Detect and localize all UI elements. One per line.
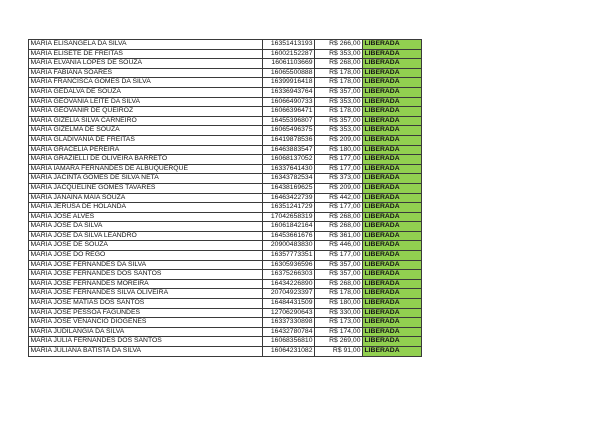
cell-value: R$ 266,00 bbox=[315, 40, 363, 50]
cell-status: LIBERADA bbox=[363, 232, 422, 242]
cell-value: R$ 177,00 bbox=[315, 251, 363, 261]
cell-name: MARIA JOSE MATIAS DOS SANTOS bbox=[29, 299, 263, 309]
cell-status: LIBERADA bbox=[363, 117, 422, 127]
cell-status: LIBERADA bbox=[363, 270, 422, 280]
cell-status: LIBERADA bbox=[363, 107, 422, 117]
cell-status: LIBERADA bbox=[363, 203, 422, 213]
table-row bbox=[29, 136, 422, 146]
cell-nis: 16305936596 bbox=[263, 261, 315, 271]
cell-status: LIBERADA bbox=[363, 78, 422, 88]
cell-name: MARIA JOSE FERNANDES DOS SANTOS bbox=[29, 270, 263, 280]
cell-value: R$ 357,00 bbox=[315, 270, 363, 280]
cell-nis: 16061842164 bbox=[263, 222, 315, 232]
cell-status: LIBERADA bbox=[363, 40, 422, 50]
cell-value: R$ 177,00 bbox=[315, 165, 363, 175]
table-row bbox=[29, 203, 422, 213]
cell-nis: 16065500888 bbox=[263, 69, 315, 79]
cell-status: LIBERADA bbox=[363, 251, 422, 261]
cell-nis: 16337641430 bbox=[263, 165, 315, 175]
table-row bbox=[29, 194, 422, 204]
table-row bbox=[29, 126, 422, 136]
cell-name: MARIA JOSE FERNANDES MOREIRA bbox=[29, 280, 263, 290]
cell-status: LIBERADA bbox=[363, 146, 422, 156]
cell-value: R$ 357,00 bbox=[315, 117, 363, 127]
cell-nis: 16375266303 bbox=[263, 270, 315, 280]
table-row bbox=[29, 174, 422, 184]
cell-nis: 16068137052 bbox=[263, 155, 315, 165]
cell-value: R$ 268,00 bbox=[315, 222, 363, 232]
cell-name: MARIA GRACELIA PEREIRA bbox=[29, 146, 263, 156]
cell-status: LIBERADA bbox=[363, 261, 422, 271]
cell-value: R$ 269,00 bbox=[315, 337, 363, 347]
cell-status: LIBERADA bbox=[363, 299, 422, 309]
cell-status: LIBERADA bbox=[363, 98, 422, 108]
cell-status: LIBERADA bbox=[363, 280, 422, 290]
table-row bbox=[29, 270, 422, 280]
cell-name: MARIA JOSE PESSOA FAGUNDES bbox=[29, 309, 263, 319]
cell-value: R$ 353,00 bbox=[315, 50, 363, 60]
cell-name: MARIA GLADIVANIA DE FREITAS bbox=[29, 136, 263, 146]
cell-nis: 16484431509 bbox=[263, 299, 315, 309]
cell-name: MARIA GIZELIA SILVA CARNEIRO bbox=[29, 117, 263, 127]
cell-name: MARIA IAMARA FERNANDES DE ALBUQUERQUE bbox=[29, 165, 263, 175]
table-row bbox=[29, 347, 422, 357]
cell-status: LIBERADA bbox=[363, 318, 422, 328]
cell-nis: 20900483830 bbox=[263, 241, 315, 251]
cell-value: R$ 442,00 bbox=[315, 194, 363, 204]
cell-nis: 16064231082 bbox=[263, 347, 315, 357]
table-row bbox=[29, 328, 422, 338]
cell-status: LIBERADA bbox=[363, 59, 422, 69]
cell-value: R$ 173,00 bbox=[315, 318, 363, 328]
table-row bbox=[29, 280, 422, 290]
cell-value: R$ 357,00 bbox=[315, 261, 363, 271]
cell-name: MARIA ELVANIA LOPES DE SOUZA bbox=[29, 59, 263, 69]
cell-value: R$ 177,00 bbox=[315, 203, 363, 213]
cell-status: LIBERADA bbox=[363, 184, 422, 194]
cell-nis: 16357773351 bbox=[263, 251, 315, 261]
table-row bbox=[29, 261, 422, 271]
table-row bbox=[29, 299, 422, 309]
cell-name: MARIA JOSE DA SILVA bbox=[29, 222, 263, 232]
cell-name: MARIA JULIANA BATISTA DA SILVA bbox=[29, 347, 263, 357]
table-row bbox=[29, 165, 422, 175]
table-row bbox=[29, 50, 422, 60]
cell-name: MARIA JOSE VENANCIO DIOGENES bbox=[29, 318, 263, 328]
cell-name: MARIA JOSE DO REGO bbox=[29, 251, 263, 261]
cell-name: MARIA JOSE ALVES bbox=[29, 213, 263, 223]
cell-nis: 12706290643 bbox=[263, 309, 315, 319]
cell-name: MARIA GIZELMA DE SOUZA bbox=[29, 126, 263, 136]
table-row bbox=[29, 222, 422, 232]
cell-nis: 16337330898 bbox=[263, 318, 315, 328]
cell-status: LIBERADA bbox=[363, 165, 422, 175]
table-row bbox=[29, 289, 422, 299]
cell-nis: 16419878536 bbox=[263, 136, 315, 146]
cell-name: MARIA JULIA FERNANDES DOS SANTOS bbox=[29, 337, 263, 347]
cell-value: R$ 353,00 bbox=[315, 126, 363, 136]
cell-nis: 16066490733 bbox=[263, 98, 315, 108]
table-row bbox=[29, 251, 422, 261]
table-row bbox=[29, 241, 422, 251]
cell-value: R$ 357,00 bbox=[315, 88, 363, 98]
cell-name: MARIA JOSE FERNANDES DA SILVA bbox=[29, 261, 263, 271]
table-row bbox=[29, 69, 422, 79]
cell-nis: 16065496375 bbox=[263, 126, 315, 136]
cell-nis: 16343782534 bbox=[263, 174, 315, 184]
cell-value: R$ 178,00 bbox=[315, 289, 363, 299]
cell-name: MARIA JANAINA MAIA SOUZA bbox=[29, 194, 263, 204]
cell-status: LIBERADA bbox=[363, 194, 422, 204]
cell-value: R$ 174,00 bbox=[315, 328, 363, 338]
cell-nis: 16455396807 bbox=[263, 117, 315, 127]
cell-nis: 20704923397 bbox=[263, 289, 315, 299]
cell-nis: 16002152287 bbox=[263, 50, 315, 60]
cell-nis: 16434226890 bbox=[263, 280, 315, 290]
cell-name: MARIA FRANCISCA GOMES DA SILVA bbox=[29, 78, 263, 88]
cell-name: MARIA JOSE DE SOUZA bbox=[29, 241, 263, 251]
cell-name: MARIA JACINTA GOMES DE SILVA NETA bbox=[29, 174, 263, 184]
cell-nis: 16453661676 bbox=[263, 232, 315, 242]
cell-value: R$ 268,00 bbox=[315, 213, 363, 223]
cell-name: MARIA FABIANA SOARES bbox=[29, 69, 263, 79]
cell-value: R$ 268,00 bbox=[315, 280, 363, 290]
cell-status: LIBERADA bbox=[363, 126, 422, 136]
cell-value: R$ 353,00 bbox=[315, 98, 363, 108]
cell-value: R$ 209,00 bbox=[315, 184, 363, 194]
cell-status: LIBERADA bbox=[363, 174, 422, 184]
cell-status: LIBERADA bbox=[363, 50, 422, 60]
cell-value: R$ 361,00 bbox=[315, 232, 363, 242]
cell-value: R$ 177,00 bbox=[315, 155, 363, 165]
cell-status: LIBERADA bbox=[363, 241, 422, 251]
cell-name: MARIA JOSE DA SILVA LEANDRO bbox=[29, 232, 263, 242]
cell-value: R$ 178,00 bbox=[315, 78, 363, 88]
table-row bbox=[29, 337, 422, 347]
cell-status: LIBERADA bbox=[363, 347, 422, 357]
table-row bbox=[29, 117, 422, 127]
cell-nis: 16399916418 bbox=[263, 78, 315, 88]
cell-status: LIBERADA bbox=[363, 222, 422, 232]
cell-nis: 16463883547 bbox=[263, 146, 315, 156]
cell-status: LIBERADA bbox=[363, 155, 422, 165]
cell-status: LIBERADA bbox=[363, 289, 422, 299]
cell-status: LIBERADA bbox=[363, 88, 422, 98]
cell-value: R$ 178,00 bbox=[315, 69, 363, 79]
cell-nis: 16068356810 bbox=[263, 337, 315, 347]
table-row bbox=[29, 88, 422, 98]
table-row bbox=[29, 98, 422, 108]
cell-value: R$ 373,00 bbox=[315, 174, 363, 184]
table-row bbox=[29, 155, 422, 165]
cell-value: R$ 268,00 bbox=[315, 59, 363, 69]
cell-name: MARIA JACQUELINE GOMES TAVARES bbox=[29, 184, 263, 194]
cell-name: MARIA ELISETE DE FREITAS bbox=[29, 50, 263, 60]
cell-status: LIBERADA bbox=[363, 213, 422, 223]
cell-status: LIBERADA bbox=[363, 328, 422, 338]
cell-nis: 16061103669 bbox=[263, 59, 315, 69]
cell-status: LIBERADA bbox=[363, 309, 422, 319]
cell-nis: 16438169625 bbox=[263, 184, 315, 194]
table-row bbox=[29, 78, 422, 88]
table-row bbox=[29, 318, 422, 328]
table-row bbox=[29, 59, 422, 69]
beneficiary-table bbox=[28, 39, 422, 357]
cell-name: MARIA JERUSA DE HOLANDA bbox=[29, 203, 263, 213]
cell-value: R$ 180,00 bbox=[315, 146, 363, 156]
cell-nis: 16351413193 bbox=[263, 40, 315, 50]
cell-value: R$ 91,00 bbox=[315, 347, 363, 357]
table-row bbox=[29, 40, 422, 50]
cell-name: MARIA GRAZIELLI DE OLIVEIRA BARRETO bbox=[29, 155, 263, 165]
cell-name: MARIA JOSE FERNANDES SILVA OLIVEIRA bbox=[29, 289, 263, 299]
cell-nis: 16066396471 bbox=[263, 107, 315, 117]
cell-nis: 16351241729 bbox=[263, 203, 315, 213]
cell-status: LIBERADA bbox=[363, 136, 422, 146]
table-row bbox=[29, 232, 422, 242]
cell-nis: 16336943764 bbox=[263, 88, 315, 98]
cell-nis: 16463422739 bbox=[263, 194, 315, 204]
cell-name: MARIA GEOVANIA LEITE DA SILVA bbox=[29, 98, 263, 108]
cell-value: R$ 446,00 bbox=[315, 241, 363, 251]
cell-name: MARIA ELISANGELA DA SILVA bbox=[29, 40, 263, 50]
cell-nis: 17042658319 bbox=[263, 213, 315, 223]
cell-status: LIBERADA bbox=[363, 337, 422, 347]
cell-status: LIBERADA bbox=[363, 69, 422, 79]
table-row bbox=[29, 107, 422, 117]
table-row bbox=[29, 184, 422, 194]
table-row bbox=[29, 213, 422, 223]
cell-name: MARIA GEOVANIR DE QUEIROZ bbox=[29, 107, 263, 117]
cell-name: MARIA GEDALVA DE SOUZA bbox=[29, 88, 263, 98]
cell-name: MARIA JUDILANGIA DA SILVA bbox=[29, 328, 263, 338]
cell-nis: 16432780784 bbox=[263, 328, 315, 338]
cell-value: R$ 330,00 bbox=[315, 309, 363, 319]
cell-value: R$ 178,00 bbox=[315, 107, 363, 117]
cell-value: R$ 180,00 bbox=[315, 299, 363, 309]
table-row bbox=[29, 146, 422, 156]
cell-value: R$ 209,00 bbox=[315, 136, 363, 146]
table-row bbox=[29, 309, 422, 319]
